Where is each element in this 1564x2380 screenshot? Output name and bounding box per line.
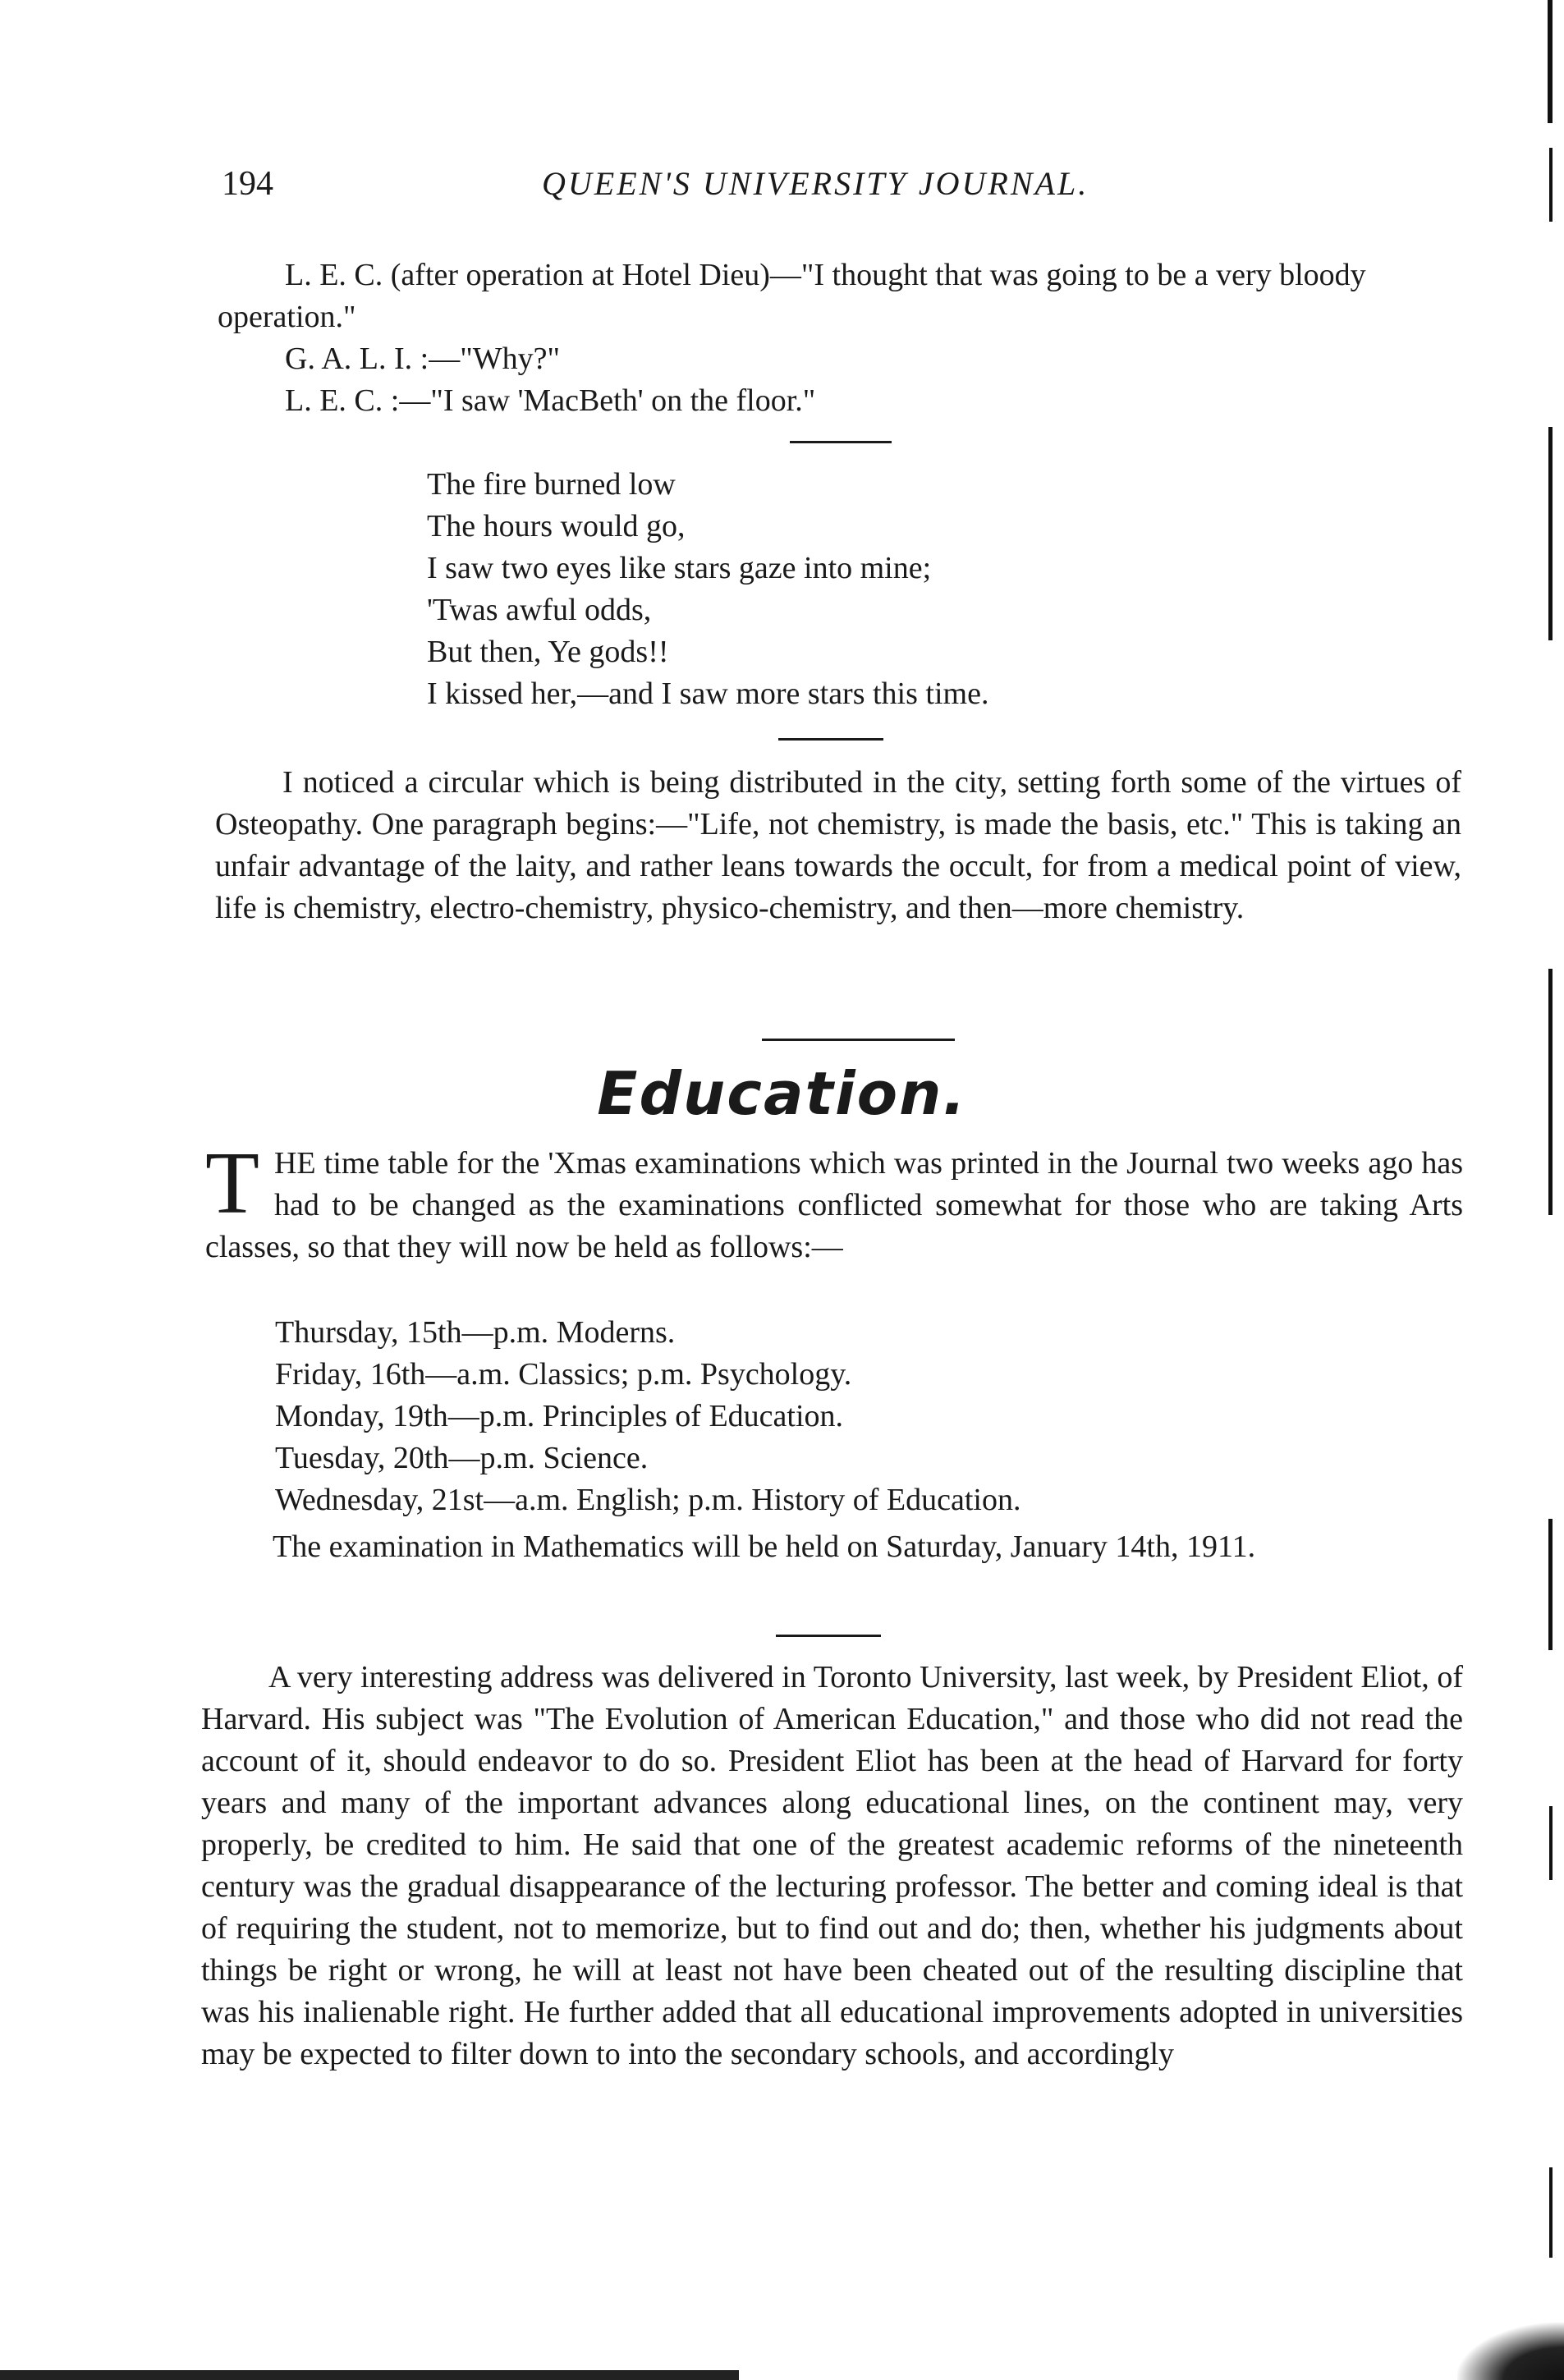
binding-edge-mark <box>1548 0 1553 123</box>
page-number: 194 <box>222 165 273 203</box>
poem <box>427 464 1330 715</box>
binding-edge-mark <box>1549 148 1553 222</box>
poem-line: The fire burned low <box>427 467 676 502</box>
schedule-item: Thursday, 15th—p.m. Moderns. <box>275 1315 676 1350</box>
education-intro-paragraph <box>205 1135 1463 1268</box>
section-divider <box>762 1039 955 1041</box>
schedule-item: Wednesday, 21st—a.m. English; p.m. History of Education. <box>275 1483 1021 1517</box>
osteopathy-paragraph: I noticed a circular which is being distributed in the city, setting forth some of the virtues of Osteopathy. One paragraph begins:—"Life, not chemistry, is made the basis, etc." This is taking an unfair advantage of the laity, and rather leans towards the occult, for from a medical point of view, life is chemistry, electro-chemistry, physico-chemistry, and then—more chemistry. <box>215 765 1461 925</box>
binding-edge-mark <box>1548 1519 1553 1650</box>
binding-edge-mark <box>1548 427 1553 640</box>
binding-edge-mark <box>1549 1806 1553 1880</box>
section-divider <box>776 1635 881 1637</box>
exam-schedule <box>275 1312 1465 1521</box>
intro-text: HE time table for the 'Xmas examinations which was printed in the Journal two weeks ago has had to be changed as the examinations conflicted somewhat for those who are taking Arts classes, so that they will now be held as follows:— <box>205 1146 1463 1264</box>
poem-line: The hours would go, <box>427 509 686 543</box>
poem-line: But then, Ye gods!! <box>427 635 669 669</box>
drop-cap: T <box>205 1135 259 1232</box>
section-divider <box>778 738 883 741</box>
poem-line: I saw two eyes like stars gaze into mine; <box>427 551 932 585</box>
binding-edge-mark <box>1549 2167 1553 2258</box>
dialogue-line: L. E. C. :—"I saw 'MacBeth' on the floor." <box>285 383 816 418</box>
mathematics-note: The examination in Mathematics will be held on Saturday, January 14th, 1911. <box>273 1529 1256 1564</box>
journal-title: QUEEN'S UNIVERSITY JOURNAL. <box>542 165 1089 202</box>
poem-line: 'Twas awful odds, <box>427 593 652 627</box>
schedule-item: Friday, 16th—a.m. Classics; p.m. Psychology. <box>275 1357 852 1392</box>
running-header <box>222 164 1470 213</box>
scan-shadow <box>0 2370 739 2380</box>
dialogue-block <box>218 255 1474 422</box>
dialogue-line: G. A. L. I. :—"Why?" <box>285 342 560 376</box>
poem-line: I kissed her,—and I saw more stars this time. <box>427 676 989 711</box>
section-heading: Education. <box>597 1059 967 1128</box>
dialogue-line: L. E. C. (after operation at Hotel Dieu)—"I thought that was going to be a very bloody operation." <box>218 258 1366 334</box>
eliot-paragraph: A very interesting address was delivered in Toronto University, last week, by President Eliot, of Harvard. His subject was "The Evolution of American Education," and those who did not read the account of it, should endeavor to do so. President Eliot has been at the head of Harvard for forty years and many of the important advances along educational lines, on the continent may, very properly, be credited to him. He said that one of the greatest academic reforms of the nineteenth century was the gradual disappearance of the lecturing professor. The better and coming ideal is that of requiring the student, not to memorize, but to find out and do; then, whether his judgments about things be right or wrong, he will at least not have been cheated out of the resulting discipline that was his inalienable right. He further added that all educational improvements adopted in universities may be expected to filter down to into the secondary schools, and accordingly <box>201 1660 1463 2071</box>
schedule-item: Monday, 19th—p.m. Principles of Education. <box>275 1399 843 1433</box>
section-divider <box>790 441 892 443</box>
scan-shadow <box>1457 2323 1564 2380</box>
schedule-item: Tuesday, 20th—p.m. Science. <box>275 1441 649 1475</box>
